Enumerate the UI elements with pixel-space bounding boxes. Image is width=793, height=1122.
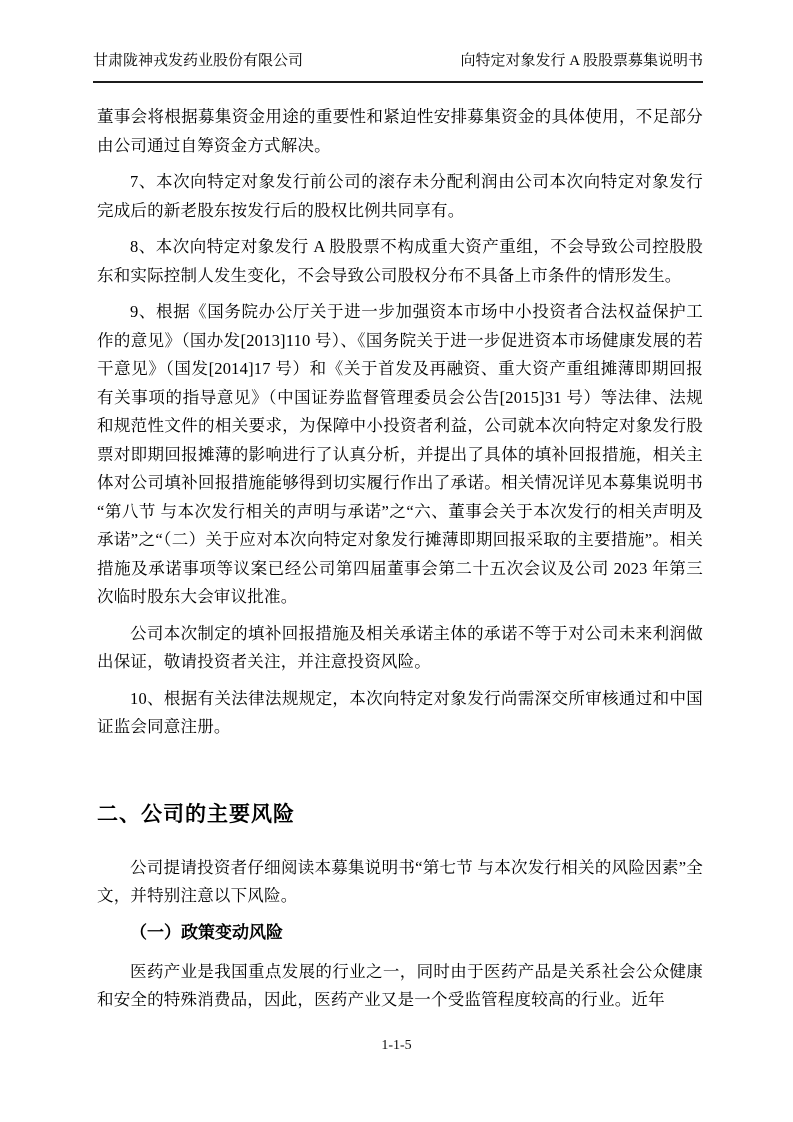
paragraph-carryover: 董事会将根据募集资金用途的重要性和紧迫性安排募集资金的具体使用，不足部分由公司通过自筹资金方式解决。 [97,107,703,155]
subsection-heading-policy-risk: （一）政策变动风险 [130,922,283,942]
page-header [93,50,703,83]
section-heading-main-risks: 二、公司的主要风险 [97,802,295,826]
paragraph-item-9: 9、根据《国务院办公厅关于进一步加强资本市场中小投资者合法权益保护工作的意见》（国办发[2013]110 号）、《国务院关于进一步促进资本市场健康发展的若干意见》（国发[2014]17 号）和《关于首发及再融资、重大资产重组摊薄即期回报有关事项的指导意见》（中国证券监督管理委员会公告[2015]31 号）等法律、法规和规范性文件的相关要求，为保障中小投资者利益，公司就本次向特定对象发行股票对即期回报摊薄的影响进行了认真分析，并提出了具体的填补回报措施，相关主体对公司填补回报措施能够得到切实履行作出了承诺。相关情况详见本募集说明书“第八节 与本次发行相关的声明与承诺”之“六、董事会关于本次发行的相关声明及承诺”之“（二）关于应对本次向特定对象发行摊薄即期回报采取的主要措施”。相关措施及承诺事项等议案已经公司第四届董事会第二十五次会议及公司 2023 年第三次临时股东大会审议批准。 [97,302,703,606]
page-body [97,103,703,1023]
header-company-name: 甘肃陇神戎发药业股份有限公司 [93,53,304,69]
header-doc-title: 向特定对象发行 A 股股票募集说明书 [460,53,703,69]
page-number: 1-1-5 [381,1038,412,1053]
paragraph-item-10: 10、根据有关法律法规规定，本次向特定对象发行尚需深交所审核通过和中国证监会同意注册。 [97,688,703,736]
paragraph-commitment-note: 公司本次制定的填补回报措施及相关承诺主体的承诺不等于对公司未来利润做出保证，敬请投资者关注，并注意投资风险。 [97,623,703,671]
paragraph-item-8: 8、本次向特定对象发行 A 股股票不构成重大资产重组，不会导致公司控股股东和实际控制人发生变化，不会导致公司股权分布不具备上市条件的情形发生。 [97,237,703,285]
paragraph-policy-risk: 医药产业是我国重点发展的行业之一，同时由于医药产品是关系社会公众健康和安全的特殊消费品，因此，医药产业又是一个受监管程度较高的行业。近年 [97,961,703,1009]
paragraph-risk-intro: 公司提请投资者仔细阅读本募集说明书“第七节 与本次发行相关的风险因素”全文，并特别注意以下风险。 [97,857,703,905]
paragraph-item-7: 7、本次向特定对象发行前公司的滚存未分配利润由公司本次向特定对象发行完成后的新老股东按发行后的股权比例共同享有。 [97,172,703,220]
